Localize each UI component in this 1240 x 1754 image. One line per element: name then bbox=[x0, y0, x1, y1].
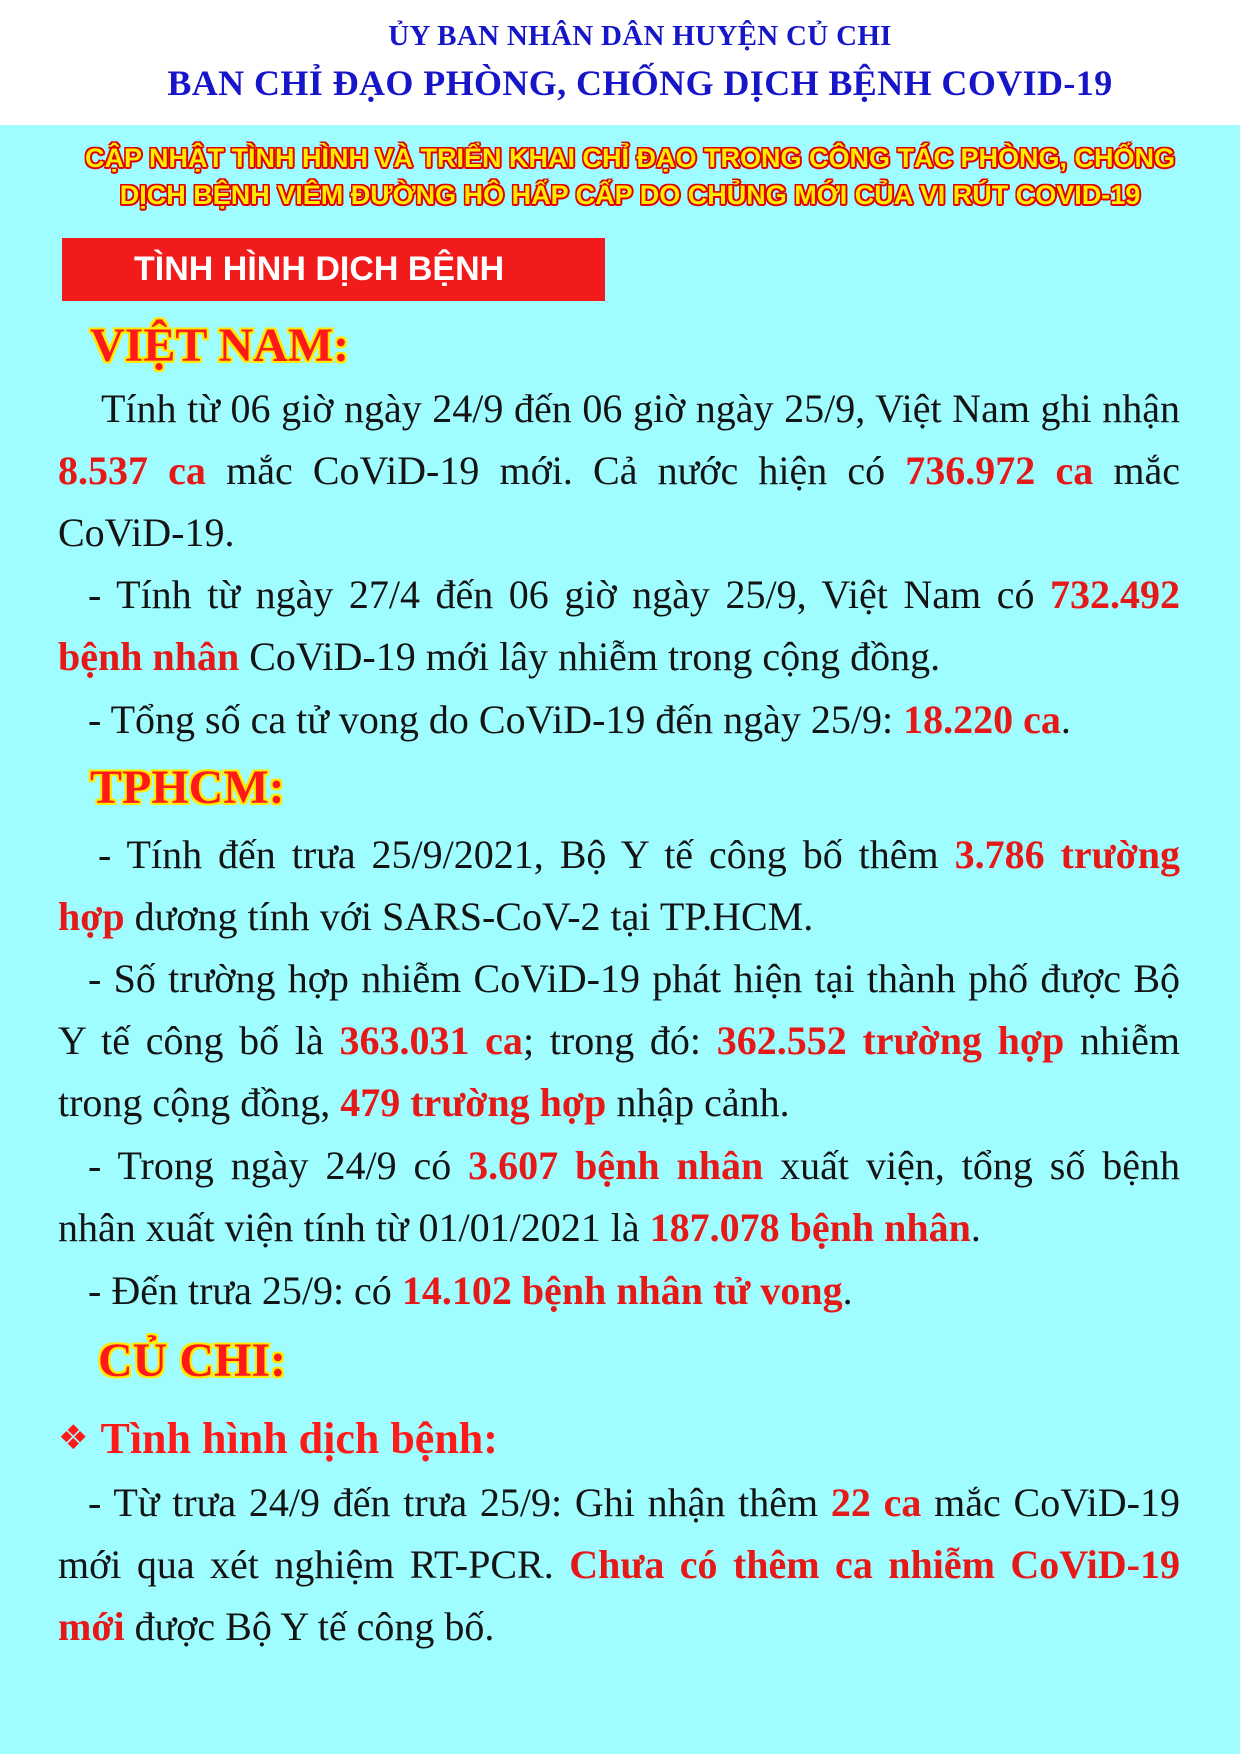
text: . bbox=[1060, 697, 1071, 742]
vietnam-paragraph-2 bbox=[58, 564, 1180, 688]
header-committee: BAN CHỈ ĐẠO PHÒNG, CHỐNG DỊCH BỆNH COVID-19 bbox=[167, 63, 1113, 103]
text: - Tổng số ca tử vong do CoViD-19 đến ngày 25/9: bbox=[88, 697, 904, 742]
highlight-hcm-community: 362.552 trường hợp bbox=[716, 1018, 1065, 1063]
heading-cuchi: CỦ CHI: bbox=[98, 1334, 286, 1387]
header bbox=[0, 0, 1240, 125]
highlight-total-cases: 736.972 ca bbox=[905, 448, 1094, 493]
highlight-new-cases: 8.537 ca bbox=[58, 448, 206, 493]
text: - Tính từ ngày 27/4 đến 06 giờ ngày 25/9, Việt Nam có bbox=[88, 572, 1050, 617]
highlight-hcm-discharged: 3.607 bệnh nhân bbox=[468, 1143, 764, 1188]
text: CoViD-19 mới lây nhiễm trong cộng đồng. bbox=[239, 634, 941, 679]
highlight-hcm-total: 363.031 ca bbox=[339, 1018, 523, 1063]
text: mắc CoViD-19 mới. Cả nước hiện có bbox=[205, 448, 906, 493]
vietnam-paragraph-1 bbox=[58, 378, 1180, 564]
hcm-paragraph-4 bbox=[58, 1260, 1180, 1322]
hcm-paragraph-3 bbox=[58, 1135, 1180, 1259]
text: mắc CoViD-19 mới qua xét nghiệm RT-PCR. bbox=[58, 1480, 1180, 1587]
text: nhập cảnh. bbox=[606, 1080, 790, 1125]
highlight-deaths: 18.220 ca bbox=[903, 697, 1061, 742]
highlight-hcm-discharged-total: 187.078 bệnh nhân bbox=[649, 1205, 971, 1250]
hcm-paragraph-1 bbox=[58, 824, 1180, 948]
bulletin-title bbox=[40, 140, 1220, 214]
text: dương tính với SARS-CoV-2 tại TP.HCM. bbox=[124, 894, 814, 939]
text: Tính từ 06 giờ ngày 24/9 đến 06 giờ ngày 25/9, Việt Nam ghi nhận bbox=[101, 386, 1180, 431]
cuchi-subheading bbox=[58, 1407, 498, 1470]
text: . bbox=[842, 1268, 853, 1313]
highlight-cuchi-no-new: Chưa có thêm ca nhiễm CoViD-19 mới bbox=[58, 1542, 1180, 1649]
text: nhiễm trong cộng đồng, bbox=[58, 1018, 1180, 1125]
bulletin-title-line-2: DỊCH BỆNH VIÊM ĐƯỜNG HÔ HẤP CẤP DO CHỦNG MỚI CỦA VI RÚT COVID-19 bbox=[119, 180, 1141, 210]
cuchi-paragraph-1 bbox=[58, 1472, 1180, 1658]
text: - Đến trưa 25/9: có bbox=[88, 1268, 402, 1313]
diamond-bullet-icon: ❖ bbox=[58, 1418, 89, 1458]
text: mắc CoViD-19. bbox=[58, 448, 1180, 555]
vietnam-paragraph-3 bbox=[58, 689, 1180, 751]
text: được Bộ Y tế công bố. bbox=[124, 1604, 495, 1649]
text: ; trong đó: bbox=[522, 1018, 717, 1063]
text: xuất viện, tổng số bệnh nhân xuất viện tính từ 01/01/2021 là bbox=[58, 1143, 1180, 1250]
text: - Từ trưa 24/9 đến trưa 25/9: Ghi nhận thêm bbox=[88, 1480, 831, 1525]
highlight-hcm-deaths: 14.102 bệnh nhân tử vong bbox=[401, 1268, 843, 1313]
text: - Số trường hợp nhiễm CoViD-19 phát hiện tại thành phố được Bộ Y tế công bố là bbox=[58, 956, 1180, 1063]
text: - Trong ngày 24/9 có bbox=[88, 1143, 469, 1188]
section-label: TÌNH HÌNH DỊCH BỆNH bbox=[62, 238, 605, 301]
text: . bbox=[970, 1205, 981, 1250]
highlight-hcm-new: 3.786 trường hợp bbox=[58, 832, 1180, 939]
heading-vietnam: VIỆT NAM: bbox=[90, 319, 350, 372]
bulletin-title-line-1: CẬP NHẬT TÌNH HÌNH VÀ TRIỂN KHAI CHỈ ĐẠO TRONG CÔNG TÁC PHÒNG, CHỐNG bbox=[84, 143, 1175, 173]
hcm-paragraph-2 bbox=[58, 948, 1180, 1134]
header-authority: ỦY BAN NHÂN DÂN HUYỆN CỦ CHI bbox=[388, 20, 892, 52]
highlight-cuchi-cases: 22 ca bbox=[830, 1480, 922, 1525]
text: - Tính đến trưa 25/9/2021, Bộ Y tế công bố thêm bbox=[98, 832, 955, 877]
cuchi-subheading-text: Tình hình dịch bệnh: bbox=[100, 1414, 498, 1463]
heading-tphcm: TPHCM: bbox=[90, 761, 285, 814]
highlight-community-cases: 732.492 bệnh nhân bbox=[58, 572, 1180, 679]
highlight-hcm-imported: 479 trường hợp bbox=[340, 1080, 607, 1125]
